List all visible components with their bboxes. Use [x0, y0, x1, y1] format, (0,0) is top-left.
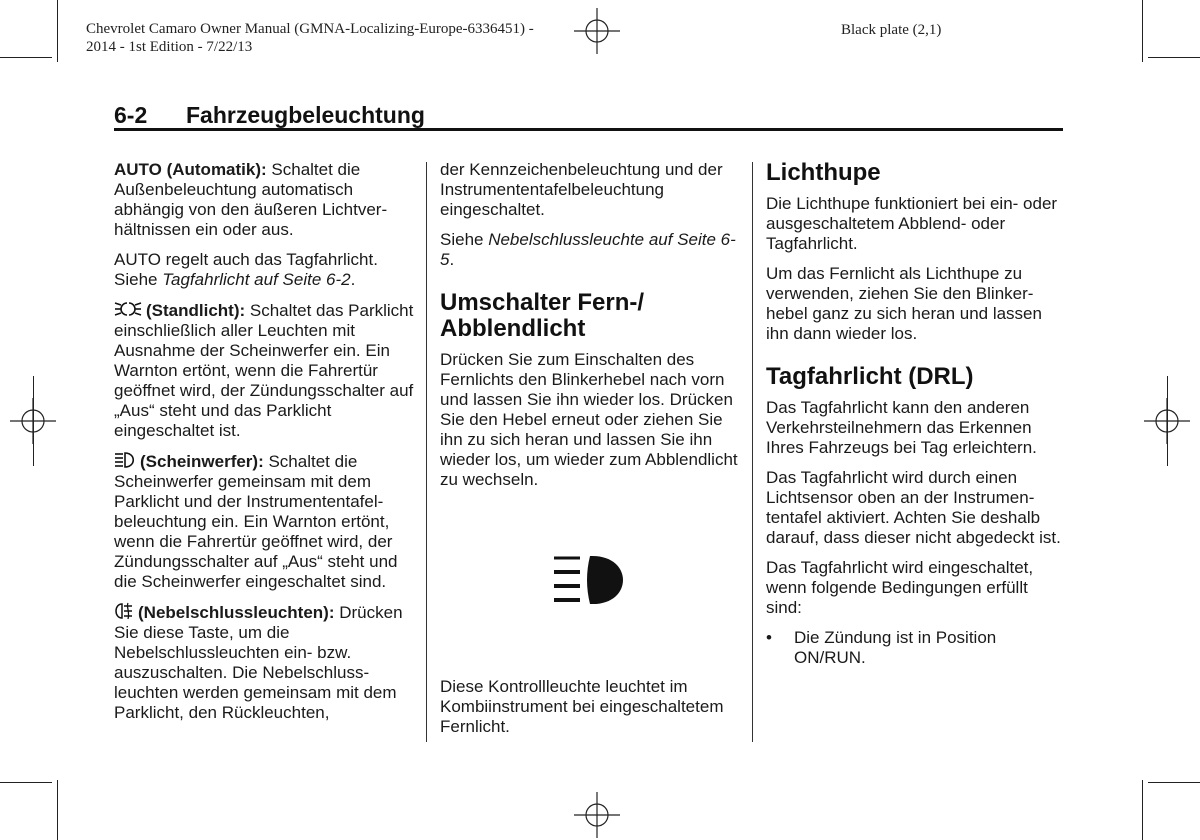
headlamp-label: (Scheinwerfer):	[140, 452, 264, 471]
crop-mark-top-right-v	[1142, 0, 1143, 62]
fog-label: (Nebelschlussleuchten):	[138, 603, 335, 622]
list-item	[766, 628, 1066, 668]
auto-text: Schaltet die Außenbeleuchtung automatisch abhängig von den äußeren Lichtverhältnissen ein oder aus.	[114, 160, 388, 239]
rear-fog-lamp-icon	[114, 602, 134, 620]
print-metadata-line1: Chevrolet Camaro Owner Manual (GMNA-Localizing-Europe-6336451) -	[86, 21, 534, 37]
headlamp-paragraph	[114, 451, 414, 592]
auto-drl-text: AUTO regelt auch das Tagfahrlicht. Siehe	[114, 250, 378, 289]
header-rule	[114, 128, 1063, 131]
print-plate-label: Black plate (2,1)	[841, 22, 942, 38]
parking-light-icon	[114, 300, 142, 318]
registration-line-right	[1167, 376, 1168, 466]
drl-paragraph-1: Das Tagfahrlicht kann den anderen Verkehrsteilnehmern das Erkennen Ihres Fahrzeugs bei Tag erleichtern.	[766, 398, 1037, 457]
column-1	[114, 160, 414, 733]
registration-line-left	[33, 376, 34, 466]
fog-reference-prefix: Siehe	[440, 230, 489, 249]
headlamp-icon	[114, 451, 136, 469]
indicator-text: Diese Kontrollleuchte leuchtet im Kombiinstrument bei eingeschaltetem Fernlicht.	[440, 677, 724, 736]
column-divider-2	[752, 162, 753, 742]
dimmer-text: Drücken Sie zum Einschalten des Fernlichts den Blinkerhebel nach vorn und lassen Sie ihn wieder los. Drücken Sie den Hebel erneut oder ziehen Sie ihn zu sich heran und lassen Sie ihn wieder los, um wieder zum Abblendlicht zu wechseln.	[440, 350, 738, 489]
crop-mark-top-left-h	[0, 57, 52, 58]
drl-heading: Tagfahrlicht (DRL)	[766, 363, 974, 390]
crop-mark-top-left-v	[57, 0, 58, 62]
auto-paragraph	[114, 160, 414, 240]
auto-drl-end: .	[350, 270, 356, 289]
high-beam-indicator-icon	[550, 552, 634, 608]
auto-drl-paragraph	[114, 250, 414, 290]
crop-mark-bottom-left-h	[0, 782, 52, 783]
page-number: 6-2	[114, 102, 148, 128]
page-title: Fahrzeugbeleuchtung	[186, 102, 425, 128]
crop-mark-top-right-h	[1148, 57, 1200, 58]
fog-paragraph	[114, 602, 414, 723]
flash-paragraph-2: Um das Fernlicht als Lichthupe zu verwenden, ziehen Sie den Blinkerhebel ganz zu sich heran und lassen ihn dann wieder los.	[766, 264, 1042, 343]
headlamp-text: Schaltet die Scheinwerfer gemeinsam mit dem Parklicht und der Instrumententafelbeleuchtung ein. Ein Warnton ertönt, wenn die Fahrertür geöffnet wird, der Zündungsschalter auf „Aus“ steht und die Scheinwerfer eingeschaltet sind.	[114, 452, 398, 591]
crop-mark-bottom-right-v	[1142, 780, 1143, 840]
column-2	[440, 160, 740, 747]
crop-mark-bottom-right-h	[1148, 782, 1200, 783]
auto-drl-reference: Tagfahrlicht auf Seite 6-2	[162, 270, 351, 289]
dimmer-heading: Umschalter Fern-/ Abblendlicht	[440, 289, 645, 342]
fog-reference-end: .	[449, 250, 455, 269]
auto-label: AUTO (Automatik):	[114, 160, 267, 179]
registration-mark-top-icon	[574, 8, 620, 54]
column-divider-1	[426, 162, 427, 742]
fog-reference-paragraph	[440, 230, 740, 270]
bullet-text: Die Zündung ist in Position ON/RUN.	[794, 628, 997, 667]
crop-mark-bottom-left-v	[57, 780, 58, 840]
drl-paragraph-2: Das Tagfahrlicht wird durch einen Lichtsensor oben an der Instrumententafel aktiviert. Achten Sie deshalb darauf, dass dieser nicht abgedeckt ist.	[766, 468, 1061, 547]
flash-paragraph-1: Die Lichthupe funktioniert bei ein- oder ausgeschaltetem Abblend- oder Tagfahrlicht.	[766, 194, 1058, 253]
parking-text: Schaltet das Parklicht einschließlich aller Leuchten mit Ausnahme der Scheinwerfer ein. Ein Warnton ertönt, wenn die Fahrertür geöffnet wird, der Zündungsschalter auf „Aus“ steht und das Parklicht eingeschaltet ist.	[114, 301, 414, 440]
bullet-mark: •	[766, 628, 772, 647]
fog-reference: Nebelschlussleuchte auf Seite 6-5	[440, 230, 736, 269]
print-metadata	[86, 20, 534, 56]
flash-heading: Lichthupe	[766, 159, 881, 186]
fog-continuation: der Kennzeichenbeleuchtung und der Instrumententafelbeleuchtung eingeschaltet.	[440, 160, 723, 219]
fog-text: Drücken Sie diese Taste, um die Nebelschlussleuchten ein- bzw. auszuschalten. Die Nebelschlussleuchten werden gemeinsam mit dem Parklicht, den Rückleuchten,	[114, 603, 403, 722]
print-metadata-line2: 2014 - 1st Edition - 7/22/13	[86, 39, 253, 55]
drl-paragraph-3: Das Tagfahrlicht wird eingeschaltet, wenn folgende Bedingungen erfüllt sind:	[766, 558, 1034, 617]
parking-label: (Standlicht):	[146, 301, 246, 320]
parking-paragraph	[114, 300, 414, 441]
page-header	[114, 102, 425, 129]
column-3	[766, 160, 1066, 668]
registration-mark-bottom-icon	[574, 792, 620, 838]
